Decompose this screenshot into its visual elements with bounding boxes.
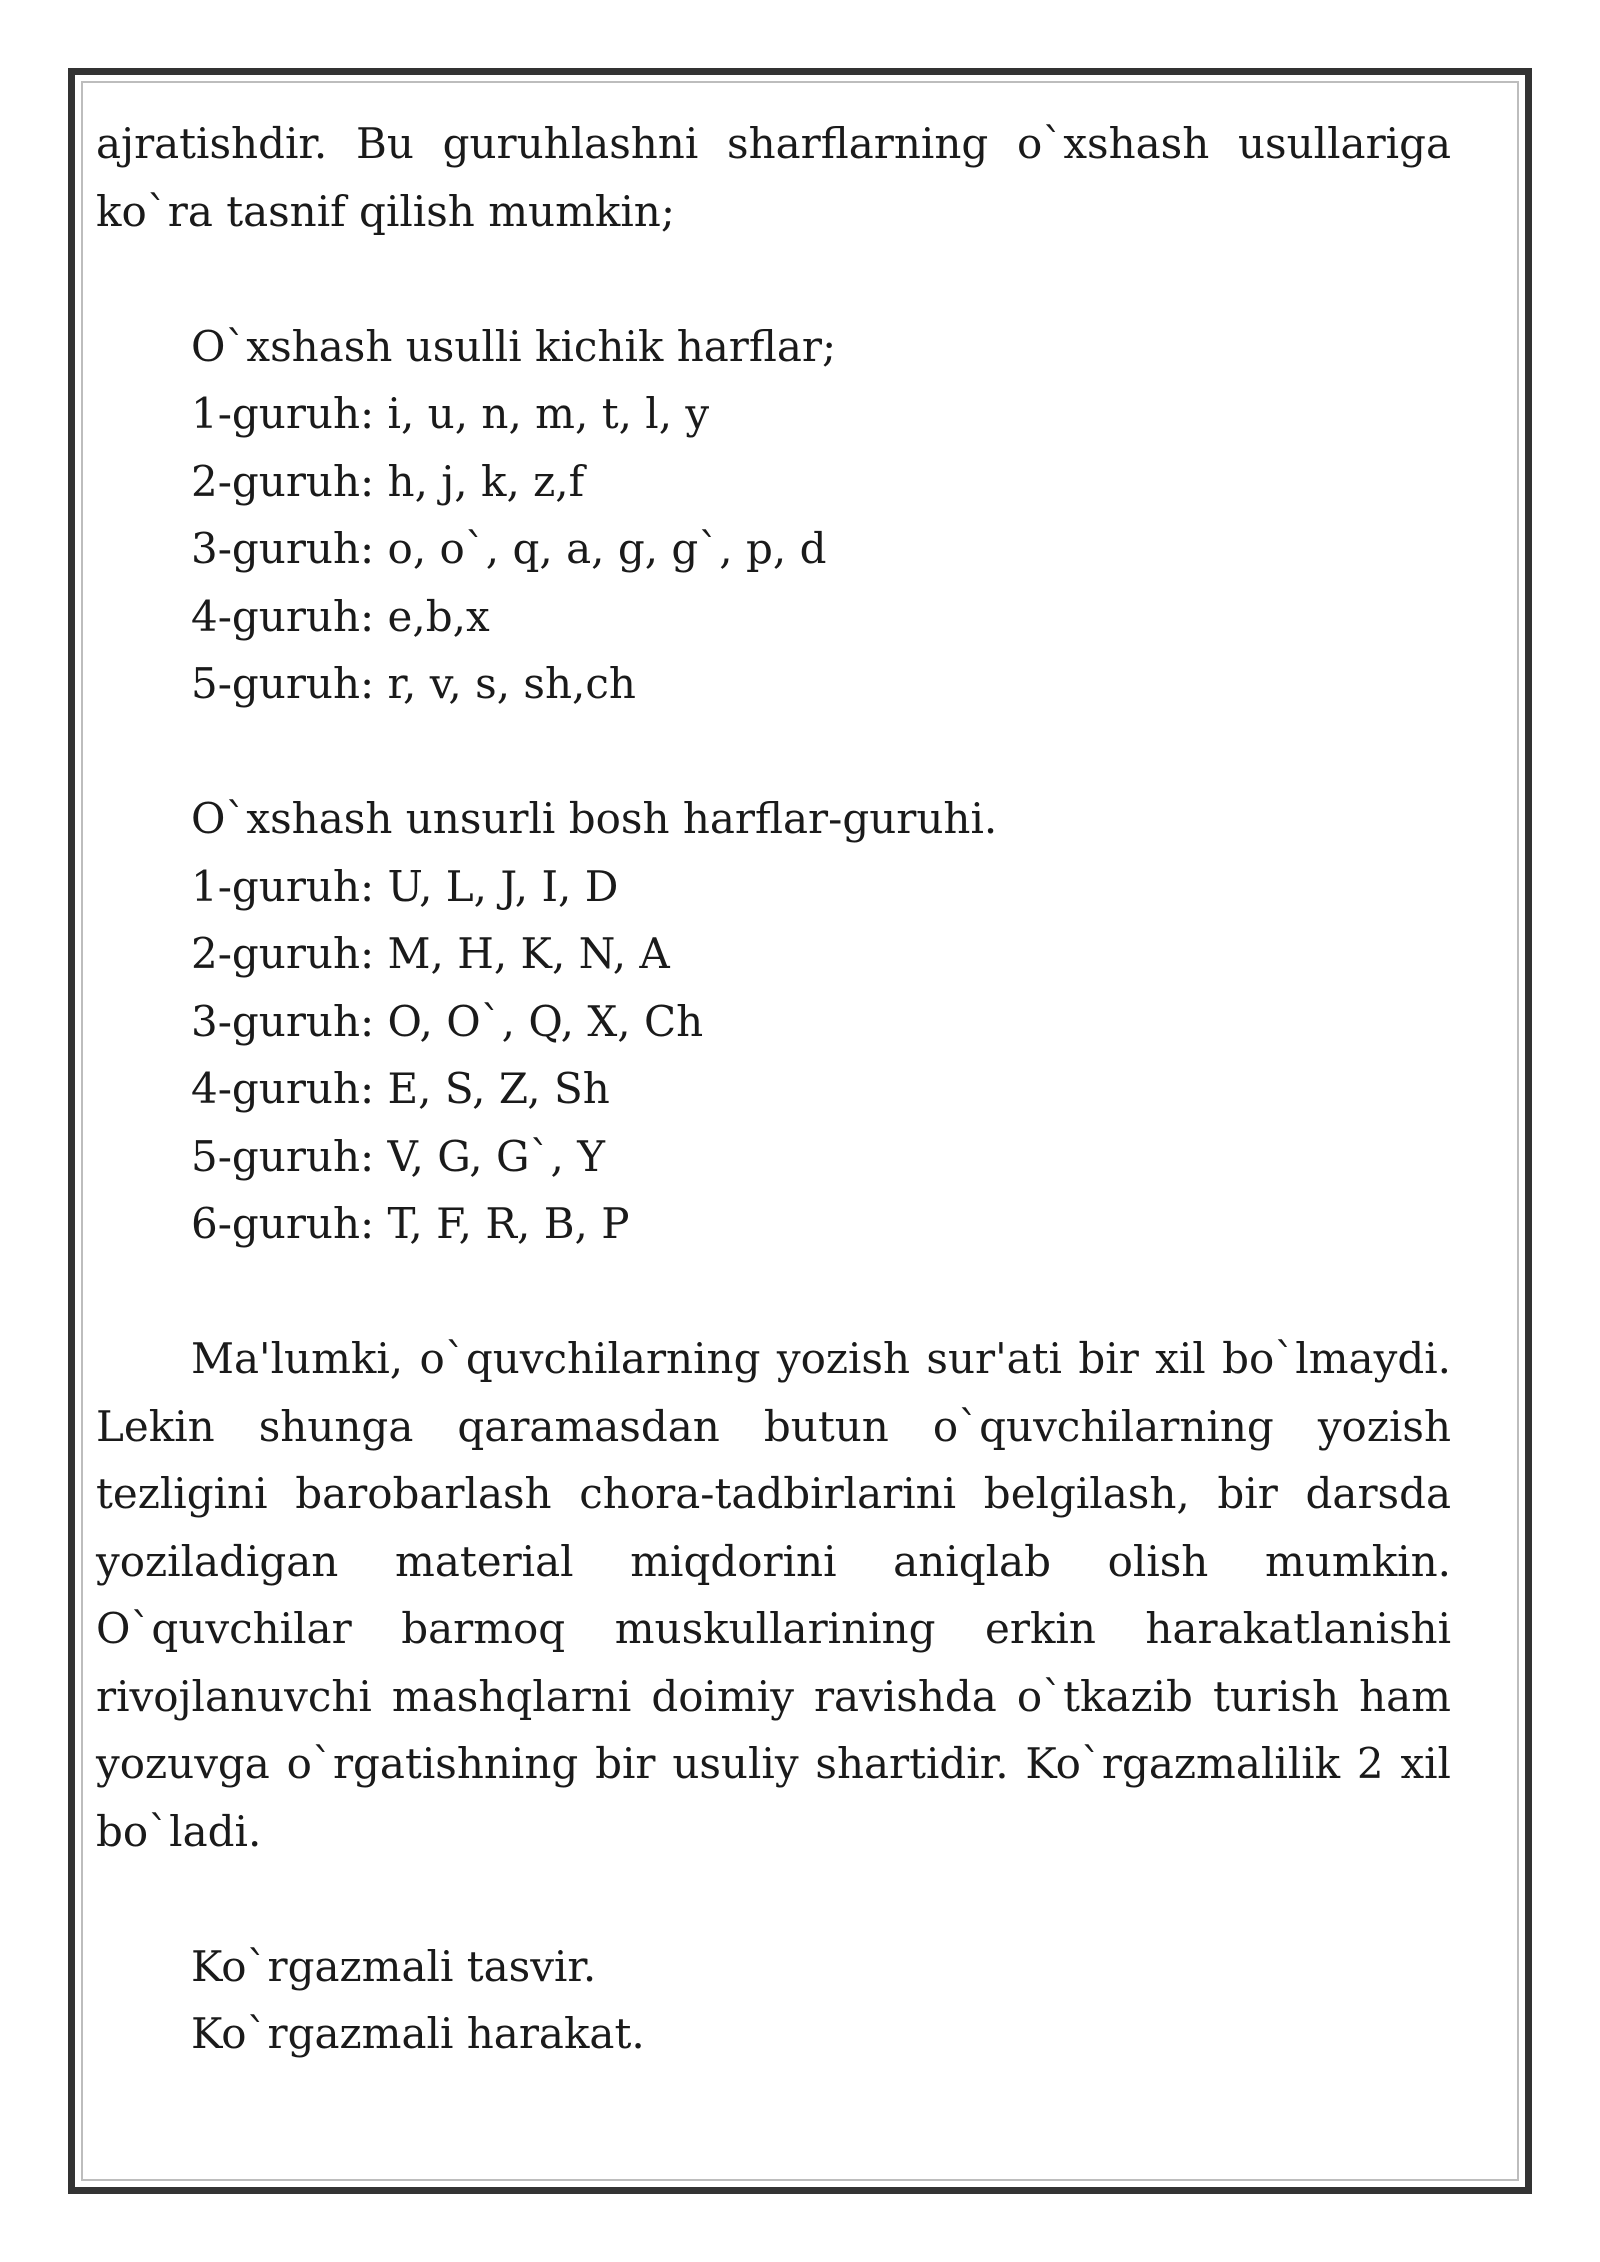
lowercase-group-3: 3-guruh: o, o`, q, a, g, g`, p, d (191, 524, 827, 573)
uppercase-group-2: 2-guruh: M, H, K, N, A (191, 929, 670, 978)
spacer (96, 1865, 1451, 1933)
uppercase-group-3: 3-guruh: O, O`, Q, X, Ch (191, 996, 704, 1046)
document-body (96, 110, 1451, 2068)
main-paragraph: Ma'lumki, o`quvchilarning yozish sur'ati bir xil bo`lmaydi. Lekin shunga qaramasdan butun o`quvchilarning yozish tezligini barobarlash chora-tadbirlarini belgilash, bir darsda yoziladigan material miqdorini aniqlab olish mumkin. O`quvchilar barmoq muskullarining erkin harakatlanishi rivojlanuvchi mashqlarni doimiy ravishda o`tkazib turish ham yozuvga o`rgatishning bir usuliy shartidir. Ko`rgazmalilik 2 xil bo`ladi. (96, 1334, 1451, 1856)
uppercase-group-1: 1-guruh: U, L, J, I, D (191, 861, 619, 911)
lowercase-group-5: 5-guruh: r, v, s, sh,ch (191, 659, 636, 708)
visual-aid-motion: Ko`rgazmali harakat. (191, 2009, 645, 2058)
uppercase-groups-title: O`xshash unsurli bosh harflar-guruhi. (191, 794, 998, 843)
spacer (96, 1258, 1451, 1326)
visual-aid-image: Ko`rgazmali tasvir. (191, 1941, 597, 1991)
lowercase-group-4: 4-guruh: e,b,x (191, 591, 490, 641)
intro-paragraph: ajratishdir. Bu guruhlashni sharflarning o`xshash usullariga ko`ra tasnif qilish mumkin; (96, 119, 1451, 236)
uppercase-groups-list (96, 785, 1451, 1258)
uppercase-group-4: 4-guruh: E, S, Z, Sh (191, 1064, 610, 1113)
uppercase-group-6: 6-guruh: T, F, R, B, P (191, 1199, 630, 1248)
lowercase-group-2: 2-guruh: h, j, k, z,f (191, 456, 585, 506)
spacer (96, 718, 1451, 786)
spacer (96, 245, 1451, 313)
visual-aids-list (96, 1933, 1451, 2068)
lowercase-groups-list (96, 313, 1451, 718)
lowercase-group-1: 1-guruh: i, u, n, m, t, l, y (191, 389, 710, 438)
lowercase-groups-title: O`xshash usulli kichik harflar; (191, 321, 837, 371)
uppercase-group-5: 5-guruh: V, G, G`, Y (191, 1131, 605, 1181)
